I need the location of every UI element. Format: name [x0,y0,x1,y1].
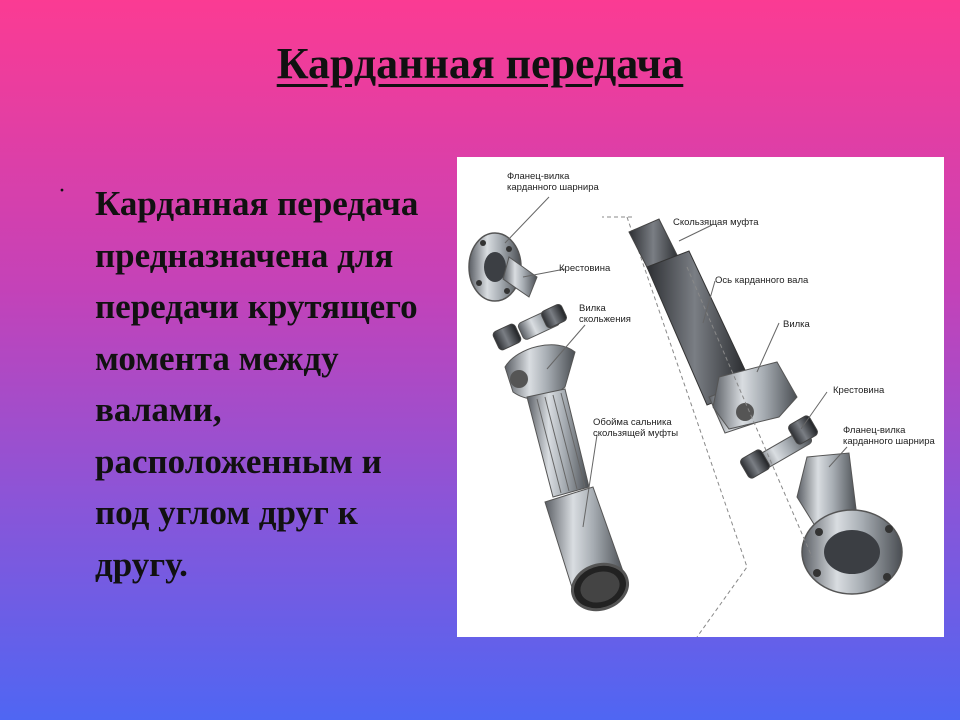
label-yoke: Вилка [783,319,810,330]
label-seal-holder: Обойма сальника скользящей муфты [593,417,679,439]
left-flange-yoke-part [469,233,537,301]
label-cross-right: Крестовина [833,385,885,396]
splined-shaft-part [527,389,589,497]
label-shaft-axis: Ось карданного вала [715,275,809,286]
bullet-text: Карданная передача предназначена для передачи крутящего момента между валами, расположенным и под углом друг к другу. [95,184,419,584]
label-slip-coupling: Скользящая муфта [673,217,759,228]
slide-title: Карданная передача [276,39,684,88]
label-cross-left: Крестовина [559,263,611,274]
label-flange-yoke-right: Фланец-вилка карданного шарнира [843,425,935,447]
left-cross-part [492,303,568,351]
label-slip-yoke: Вилка скольжения [579,303,631,325]
cardan-shaft-illustration [457,157,944,637]
right-flange-yoke-part [797,453,902,594]
label-flange-yoke-left: Фланец-вилка карданного шарнира [507,171,599,193]
seal-holder-part [545,487,633,617]
cardan-shaft-diagram [457,157,944,637]
bullet-marker: · [58,178,66,204]
